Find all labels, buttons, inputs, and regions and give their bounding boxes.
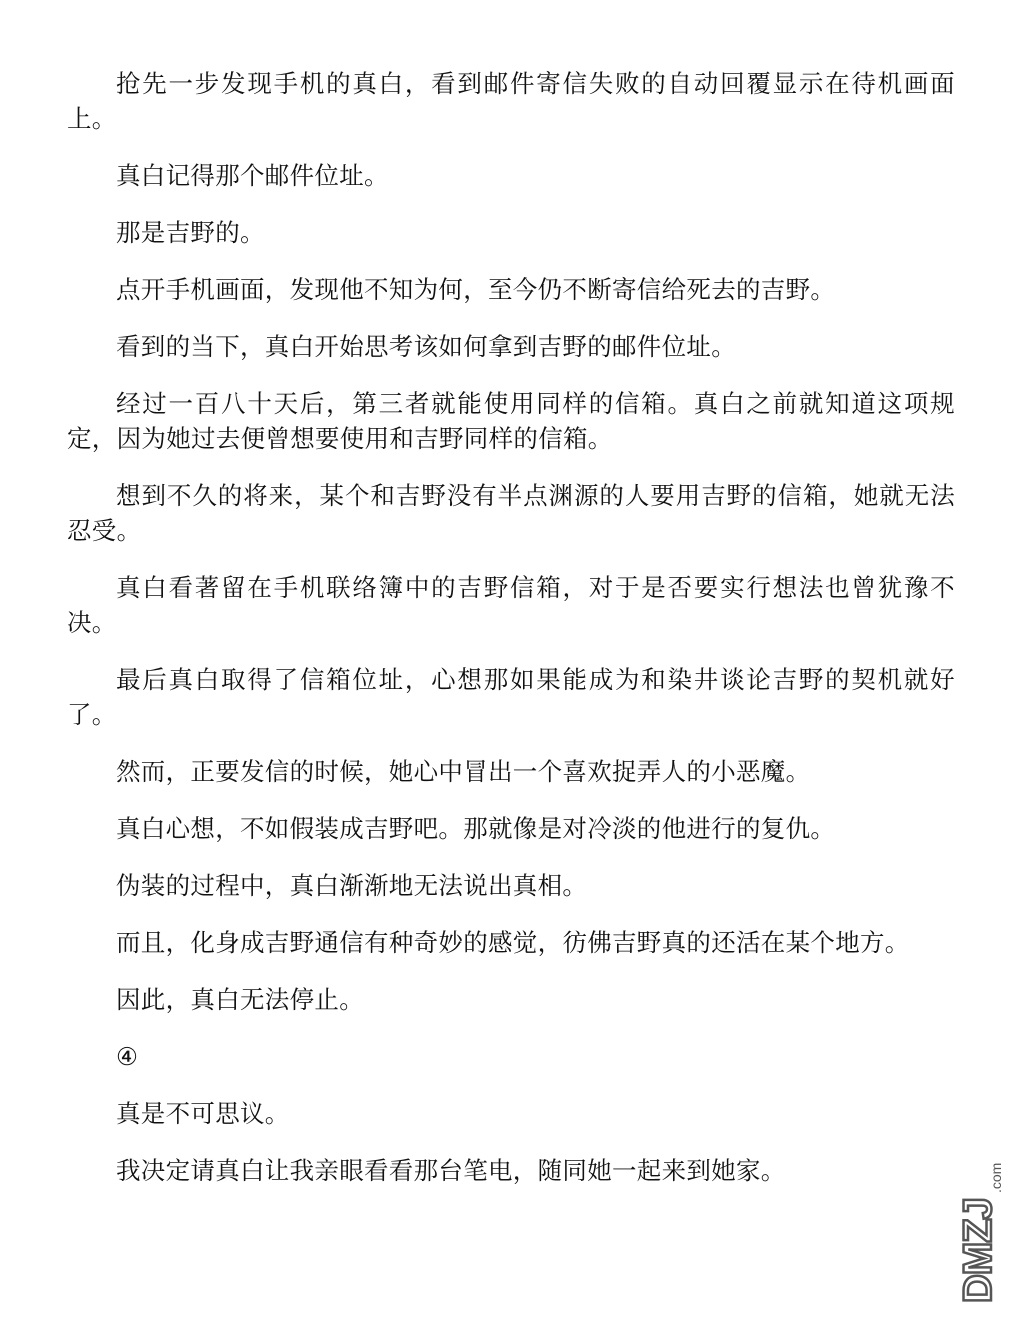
paragraph: 点开手机画面，发现他不知为何，至今仍不断寄信给死去的吉野。: [116, 275, 836, 304]
paragraph: 我决定请真白让我亲眼看看那台笔电，随同她一起来到她家。: [116, 1156, 786, 1185]
paragraph: 看到的当下，真白开始思考该如何拿到吉野的邮件位址。: [116, 332, 736, 361]
paragraph: 想到不久的将来，某个和吉野没有半点渊源的人要用吉野的信箱，她就无法忍受。: [67, 481, 955, 545]
paragraph: 伪装的过程中，真白渐渐地无法说出真相。: [116, 871, 588, 900]
paragraph: 抢先一步发现手机的真白，看到邮件寄信失败的自动回覆显示在待机画面上。: [67, 69, 955, 133]
paragraph: 那是吉野的。: [116, 218, 265, 247]
paragraph: 最后真白取得了信箱位址，心想那如果能成为和染井谈论吉野的契机就好了。: [67, 665, 955, 729]
document-page: [67, 66, 955, 1210]
paragraph: 然而，正要发信的时候，她心中冒出一个喜欢捉弄人的小恶魔。: [116, 757, 811, 786]
watermark-suffix: .com: [988, 1162, 1004, 1193]
paragraph: 而且，化身成吉野通信有种奇妙的感觉，彷佛吉野真的还活在某个地方。: [116, 928, 910, 957]
paragraph: 真白看著留在手机联络簿中的吉野信箱，对于是否要实行想法也曾犹豫不决。: [67, 573, 955, 637]
dmzj-watermark-logo: [951, 1153, 1005, 1307]
paragraph: 真白记得那个邮件位址。: [116, 161, 389, 190]
paragraph: 真是不可思议。: [116, 1099, 290, 1128]
watermark-text: DMZJ: [956, 1198, 1000, 1303]
paragraph: 真白心想，不如假装成吉野吧。那就像是对冷淡的他进行的复仇。: [116, 814, 836, 843]
paragraph: 因此，真白无法停止。: [116, 985, 364, 1014]
paragraph: 经过一百八十天后，第三者就能使用同样的信箱。真白之前就知道这项规定，因为她过去便曾想要使用和吉野同样的信箱。: [67, 389, 955, 453]
section-marker: ④: [116, 1042, 139, 1071]
